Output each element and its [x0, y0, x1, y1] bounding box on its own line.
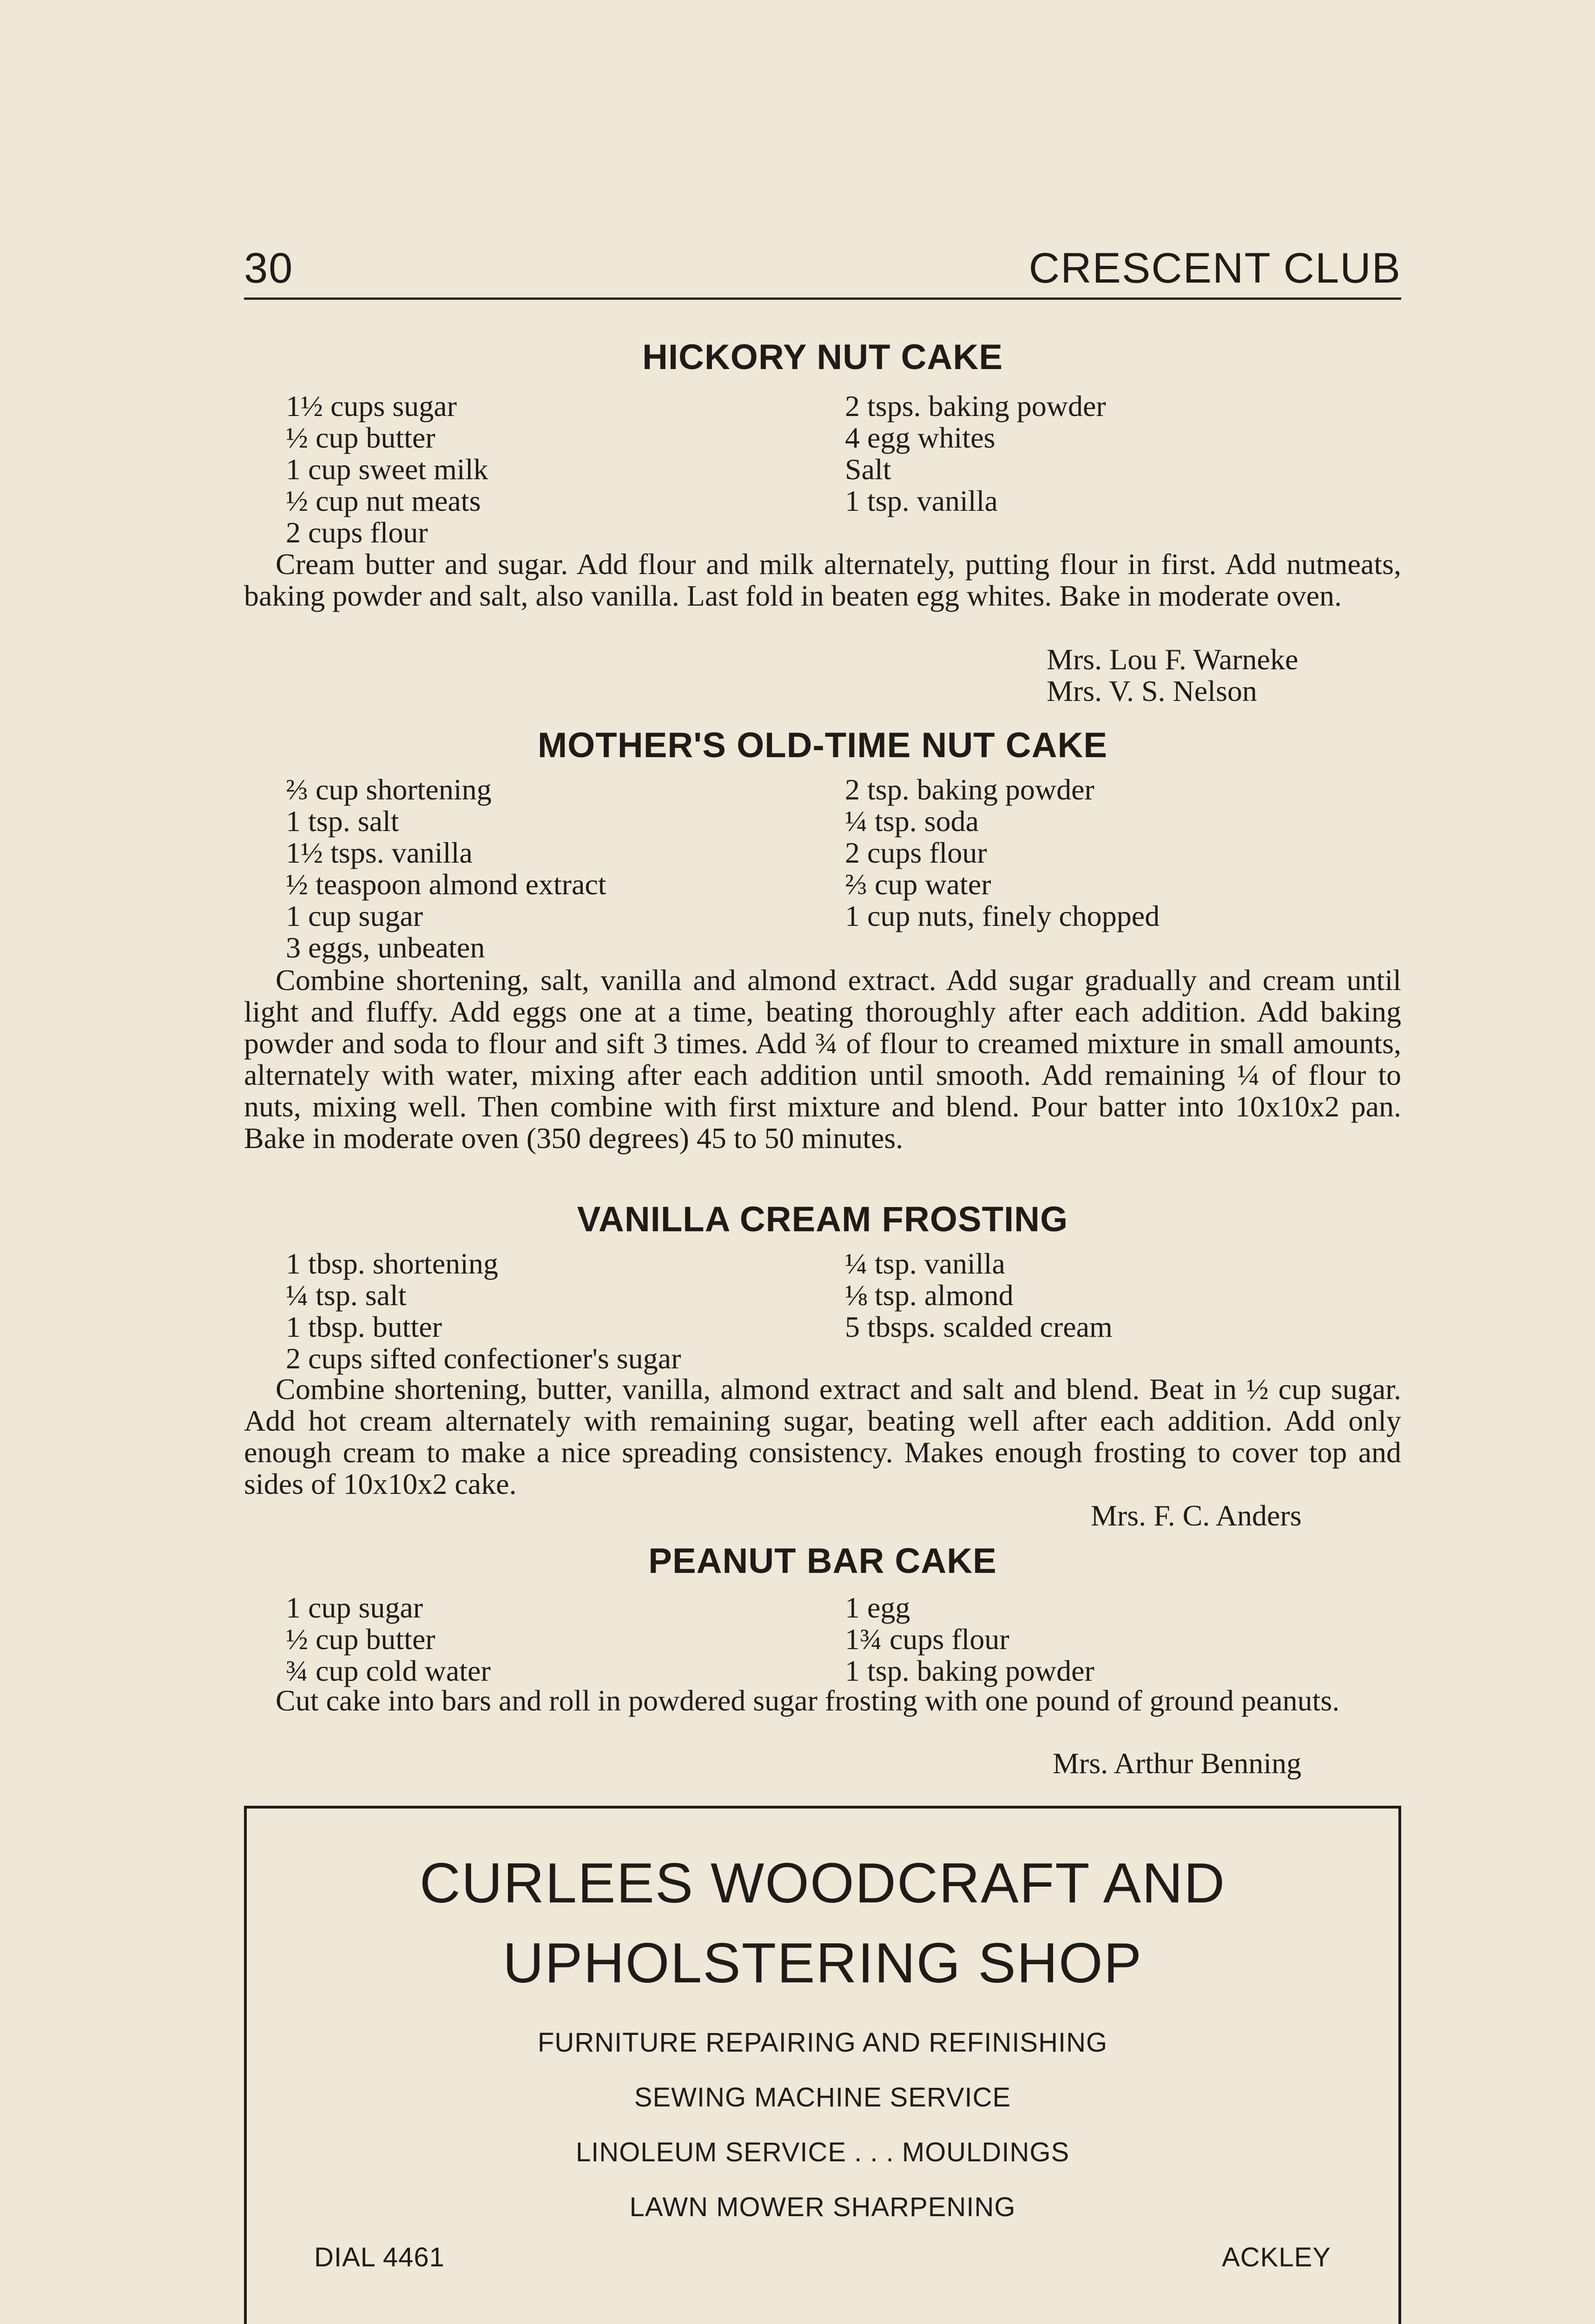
ingredient: 1¾ cups flour [845, 1623, 1009, 1656]
ad-title-line: CURLEES WOODCRAFT AND [419, 1851, 1226, 1915]
recipe-directions: Combine shortening, butter, vanilla, almond extract and salt and blend. Beat in ½ cup sugar. Add hot cream alternately with remaining sugar, beating well after each addition. Add only enough cream to make a nice spreading consistency. Makes enough frosting to cover top and sides of 10x10x2 cake. [244, 1373, 1401, 1500]
recipe-directions: Cream butter and sugar. Add flour and milk alternately, putting flour in first. Add nutmeats, baking powder and salt, also vanilla. Last fold in beaten egg whites. Bake in moderate oven. [244, 548, 1401, 612]
ingredient: ⅔ cup shortening [286, 773, 492, 806]
ingredient: 1 tsp. salt [286, 805, 399, 838]
recipe-title: VANILLA CREAM FROSTING [577, 1200, 1068, 1239]
ad-phone: DIAL 4461 [314, 2242, 445, 2272]
advertisement-box [244, 1806, 1401, 2324]
ingredient: 1 tbsp. butter [286, 1310, 442, 1343]
recipe-title: MOTHER'S OLD-TIME NUT CAKE [537, 726, 1108, 765]
club-name: CRESCENT CLUB [1028, 244, 1401, 292]
recipe-title: HICKORY NUT CAKE [642, 337, 1003, 377]
ingredient: 2 cups sifted confectioner's sugar [286, 1342, 681, 1375]
ingredient: ¼ tsp. vanilla [845, 1247, 1005, 1280]
ingredient: 3 eggs, unbeaten [286, 931, 485, 964]
page-header [244, 246, 1401, 300]
ingredient: 1½ tsps. vanilla [286, 836, 473, 869]
recipe-title: PEANUT BAR CAKE [648, 1541, 997, 1581]
recipe-contributors [1053, 1748, 1301, 1779]
recipe-contributors [1091, 1500, 1302, 1532]
page-number: 30 [244, 244, 294, 292]
contributor: Mrs. F. C. Anders [1091, 1499, 1302, 1532]
ingredient: 2 tsps. baking powder [845, 390, 1106, 423]
ingredient: 1 tbsp. shortening [286, 1247, 498, 1280]
ingredients-left [286, 1592, 491, 1687]
ingredient: 1½ cups sugar [286, 390, 457, 423]
ad-title-line: UPHOLSTERING SHOP [502, 1931, 1143, 1994]
ingredient: 1 cup nuts, finely chopped [845, 899, 1160, 932]
ingredient: ⅔ cup water [845, 868, 991, 901]
ingredient: 2 cups flour [286, 516, 428, 549]
ingredient: 1 egg [845, 1591, 910, 1624]
ingredient: ⅛ tsp. almond [845, 1279, 1014, 1312]
ingredient: ¼ tsp. soda [845, 805, 979, 838]
contributor: Mrs. V. S. Nelson [1047, 674, 1257, 707]
ingredient: 2 cups flour [845, 836, 987, 869]
ad-service: FURNITURE REPAIRING AND REFINISHING [537, 2027, 1108, 2058]
ingredients-right [845, 1592, 1094, 1687]
ad-service: SEWING MACHINE SERVICE [634, 2082, 1011, 2113]
ingredients-right [845, 390, 1106, 517]
ingredients-left [286, 1248, 681, 1374]
ingredient: 2 tsp. baking powder [845, 773, 1094, 806]
contributor: Mrs. Lou F. Warneke [1047, 643, 1298, 676]
ingredients-left [286, 774, 606, 964]
recipe-contributors [1047, 644, 1298, 707]
ad-service: LINOLEUM SERVICE . . . MOULDINGS [575, 2137, 1070, 2167]
ingredient: ¾ cup cold water [286, 1654, 491, 1687]
ingredient: 1 tsp. vanilla [845, 484, 998, 517]
ingredient: Salt [845, 453, 891, 486]
recipe-directions: Cut cake into bars and roll in powdered sugar frosting with one pound of ground peanuts. [276, 1684, 1340, 1717]
ingredient: 1 cup sugar [286, 1591, 423, 1624]
ingredient: 1 cup sweet milk [286, 453, 488, 486]
ingredient: ½ teaspoon almond extract [286, 868, 606, 901]
ingredient: ½ cup butter [286, 1623, 435, 1656]
ingredient: 1 cup sugar [286, 899, 423, 932]
ingredients-right [845, 774, 1160, 932]
ingredient: 1 tsp. baking powder [845, 1654, 1094, 1687]
contributor: Mrs. Arthur Benning [1053, 1747, 1302, 1780]
ingredients-right [845, 1248, 1113, 1343]
recipe-directions: Combine shortening, salt, vanilla and almond extract. Add sugar gradually and cream until light and fluffy. Add eggs one at a time, beating thoroughly after each addition. Add baking powder and soda to flour and sift 3 times. Add ¾ of flour to creamed mixture in small amounts, alternately with water, mixing after each addition until smooth. Add remaining ¼ of flour to nuts, mixing well. Then combine with first mixture and blend. Pour batter into 10x10x2 pan. Bake in moderate oven (350 degrees) 45 to 50 minutes. [244, 964, 1401, 1155]
ingredient: ½ cup butter [286, 421, 435, 454]
ad-town: ACKLEY [1222, 2242, 1331, 2272]
ingredients-left [286, 390, 488, 548]
ingredient: ½ cup nut meats [286, 484, 481, 517]
ingredient: 5 tbsps. scalded cream [845, 1310, 1113, 1343]
ad-service: LAWN MOWER SHARPENING [629, 2192, 1016, 2222]
ingredient: ¼ tsp. salt [286, 1279, 407, 1312]
ingredient: 4 egg whites [845, 421, 995, 454]
